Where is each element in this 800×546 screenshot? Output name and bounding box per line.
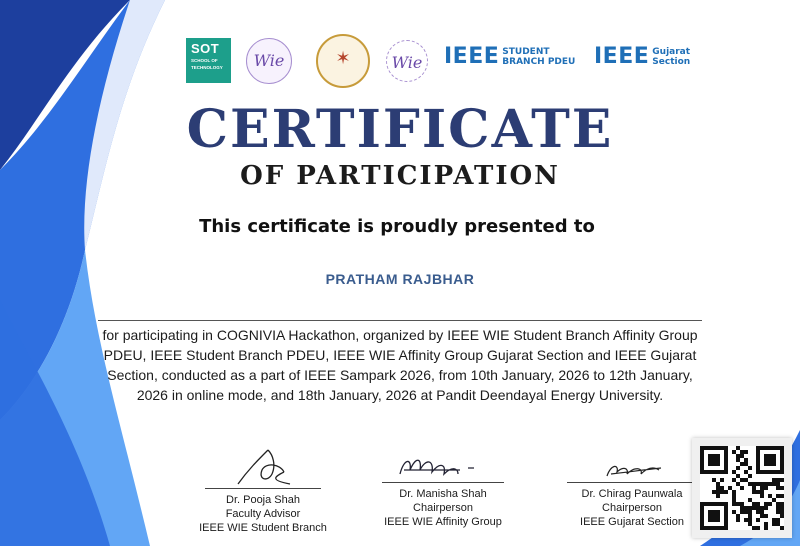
signatory-1-org: IEEE WIE Student Branch <box>199 522 327 534</box>
ieee-sb-sub-line1: STUDENT <box>502 47 550 57</box>
signature-2-line <box>382 482 504 483</box>
signature-1-icon <box>218 440 308 488</box>
sot-logo <box>186 38 231 83</box>
wie-seal <box>246 38 292 84</box>
signature-3-line <box>567 482 697 483</box>
sot-logo-line2: TECHNOLOGY <box>191 65 223 70</box>
wie-gujarat-seal <box>386 40 428 82</box>
ieee-sb-sub-line2: BRANCH PDEU <box>502 57 576 67</box>
signatory-3-org: IEEE Gujarat Section <box>580 516 684 528</box>
university-emblem <box>316 34 370 88</box>
signature-1-line <box>205 488 321 489</box>
ieee-sb-mark: IEEE <box>444 44 500 69</box>
certificate-title: CERTIFICATE <box>186 99 614 160</box>
recipient-name: PRATHAM RAJBHAR <box>325 271 475 287</box>
ieee-student-branch-logo <box>444 44 575 69</box>
qr-code-icon[interactable] <box>700 446 784 530</box>
signatory-2-org: IEEE WIE Affinity Group <box>384 516 502 528</box>
ieee-gs-sub-line2: Section <box>652 57 691 67</box>
qr-code-panel[interactable] <box>692 438 792 538</box>
signature-block-2 <box>358 448 528 529</box>
recipient-underline <box>98 320 702 321</box>
signature-2-icon <box>388 448 498 482</box>
signatory-2-name: Dr. Manisha Shah <box>399 488 487 500</box>
signature-3-icon <box>587 456 677 482</box>
certificate-description: for participating in COGNIVIA Hackathon, organized by IEEE WIE Student Branch Affinity Group PDEU, IEEE Student Branch PDEU, IEEE WIE Affinity Group Gujarat Section and IEEE Gujarat Section, conducted as a part of IEEE Sampark 2026, from 10th January, 2026 to 12th January, 2026 in online mode, and 18th January, 2026 at Pandit Deendayal Energy University. <box>102 327 698 403</box>
signatory-3-role: Chairperson <box>602 502 662 514</box>
ieee-gujarat-section-logo <box>594 44 690 69</box>
ieee-gs-sub-line1: Gujarat <box>652 47 691 57</box>
sot-logo-line1: SCHOOL OF <box>191 58 218 63</box>
signatory-1-name: Dr. Pooja Shah <box>226 494 300 506</box>
wie-seal-mark: Wie <box>253 51 285 70</box>
signature-block-1 <box>178 440 348 535</box>
wie-gujarat-seal-mark: Wie <box>391 53 423 72</box>
signatory-3-name: Dr. Chirag Paunwala <box>581 488 683 500</box>
signatory-2-role: Chairperson <box>413 502 473 514</box>
ieee-gs-mark: IEEE <box>594 44 650 69</box>
signatory-1-role: Faculty Advisor <box>225 508 301 520</box>
presented-to-text: This certificate is proudly presented to <box>199 216 595 237</box>
sot-logo-title: SOT <box>191 41 220 56</box>
logo-row <box>0 30 800 90</box>
certificate-subtitle: OF PARTICIPATION <box>240 161 560 191</box>
university-emblem-mark: ✶ <box>335 48 351 68</box>
